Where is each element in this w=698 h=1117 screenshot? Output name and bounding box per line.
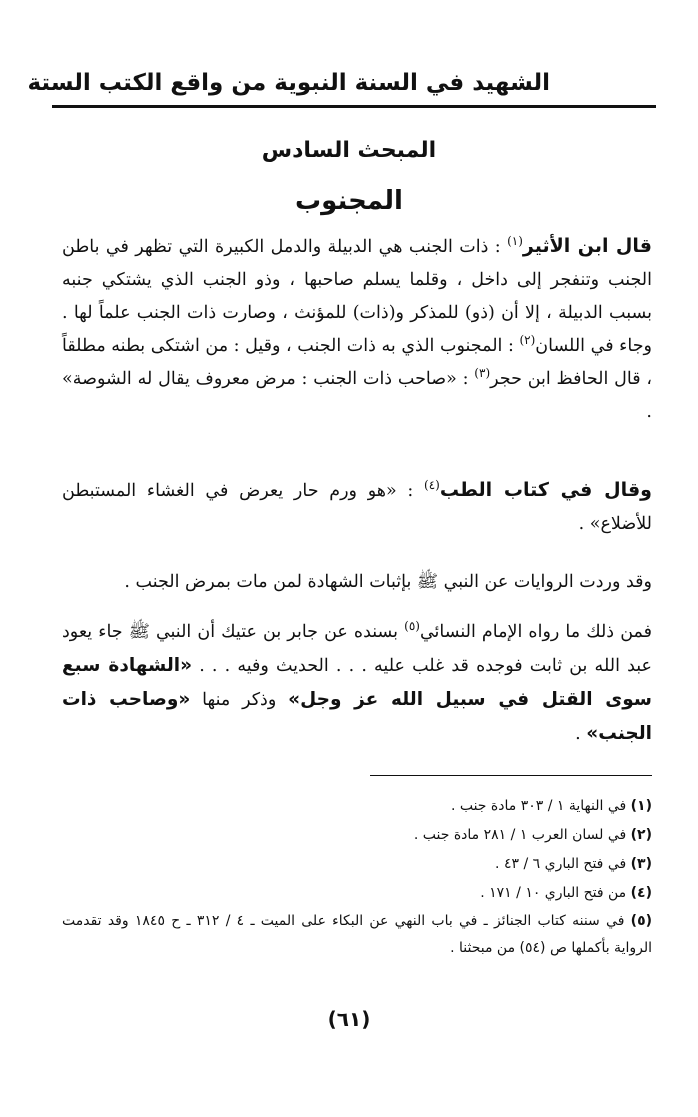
footnotes	[62, 792, 652, 962]
paragraph-text: .	[575, 724, 587, 744]
footnote-marker: (١)	[630, 798, 652, 814]
footnote-text: في فتح الباري ٦ / ٤٣ .	[495, 856, 631, 872]
paragraph-text: : «صاحب ذات الجنب : مرض معروف يقال له الشوصة» .	[62, 369, 652, 422]
footnote-marker: (٤)	[630, 885, 652, 901]
chapter-title: المجنوب	[295, 186, 403, 216]
footnote-text: في لسان العرب ١ / ٢٨١ مادة جنب .	[413, 827, 631, 843]
paragraph-text: فمن ذلك ما رواه الإمام النسائي	[419, 622, 652, 642]
footnote-item	[62, 850, 652, 879]
footnote-ref: (٤)	[424, 478, 440, 493]
footnote-item	[62, 792, 652, 821]
paragraph-text: : «هو ورم حار يعرض في الغشاء المستبطن للأضلاع» .	[62, 481, 652, 534]
paragraph-lead: قال ابن الأثير	[522, 235, 652, 257]
footnote-marker: (٢)	[630, 827, 652, 843]
paragraph-text: : ذات الجنب هي الدبيلة والدمل الكبيرة التي تظهر في باطن الجنب وتنفجر إلى داخل ، وقلما يسلم صاحبها ، وذو الجنب الذي يشتكي جنبه بسبب الدبيلة ، إلا أن (ذو) للمذكر و(ذات) للمؤنث ، وصارت ذات الجنب علماً لها . وجاء في اللسان	[62, 237, 652, 356]
running-head: الشهيد في السنة النبوية من واقع الكتب الستة	[27, 70, 550, 96]
footnote-item	[62, 821, 652, 850]
page-number: (٦١)	[327, 1007, 371, 1031]
paragraph-lead: وقال في كتاب الطب	[439, 479, 652, 501]
paragraph-definition	[62, 230, 652, 429]
section-title: المبحث السادس	[261, 138, 437, 163]
footnote-ref: (٥)	[404, 619, 420, 634]
footnote-item	[62, 908, 652, 962]
footnote-marker: (٣)	[630, 856, 652, 872]
footnote-text: في سننه كتاب الجنائز ـ في باب النهي عن البكاء على الميت ـ ٤ / ٣١٢ ـ ح ١٨٤٥ وقد تقدمت الرواية بأكملها ص (٥٤) من مبحثنا .	[62, 913, 652, 956]
paragraph-text: وقد وردت الروايات عن النبي ﷺ بإثبات الشهادة لمن مات بمرض الجنب .	[124, 572, 652, 592]
paragraph-medical	[62, 474, 652, 541]
hadith-quote: «وصاحب ذات الجنب»	[62, 689, 652, 744]
hadith-quote: «الشهادة سبع سوى القتل في سبيل الله عز وجل»	[62, 655, 653, 710]
paragraph-hadith	[62, 616, 652, 751]
footnote-item	[62, 879, 652, 908]
header-rule	[52, 105, 656, 108]
footnote-marker: (٥)	[630, 913, 653, 929]
footnote-ref: (١)	[507, 234, 523, 249]
paragraph-text: وذكر منها	[190, 690, 289, 710]
footnote-rule	[370, 775, 652, 776]
paragraph-text: : المجنوب الذي به ذات الجنب ، وقيل : من اشتكى بطنه مطلقاً ، قال الحافظ ابن حجر	[62, 336, 653, 389]
paragraph-narrations	[62, 566, 652, 599]
footnote-ref: (٢)	[519, 333, 536, 348]
footnote-text: في النهاية ١ / ٣٠٣ مادة جنب .	[450, 798, 631, 814]
footnote-ref: (٣)	[474, 366, 491, 381]
footnote-text: من فتح الباري ١٠ / ١٧١ .	[480, 885, 631, 901]
paragraph-text: بسنده عن جابر بن عتيك أن النبي ﷺ جاء يعود عبد الله بن ثابت فوجده قد غلب عليه . . . الحديث وفيه . . .	[62, 622, 652, 676]
